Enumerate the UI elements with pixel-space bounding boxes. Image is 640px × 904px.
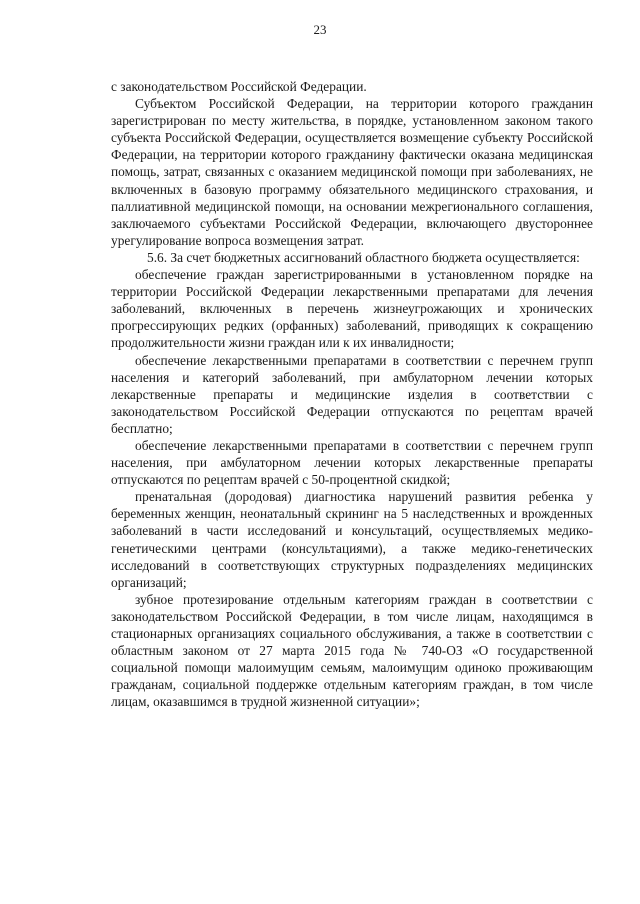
- paragraph-continuation: с законодательством Российской Федерации.: [111, 79, 367, 94]
- paragraph-section-5-6: 5.6. За счет бюджетных ассигнований областного бюджета осуществляется:: [147, 249, 580, 265]
- paragraph-free-drugs: обеспечение лекарственными препаратами в соответствии с перечнем групп населения и категорий заболеваний, при амбулаторном лечении которых лекарственные препараты и медицинские изделия в соответствии с законодательством Российской Федерации отпускаются по рецептам врачей бесплатно;: [111, 352, 593, 436]
- paragraph-compensation: Субъектом Российской Федерации, на территории которого гражданин зарегистрирован по месту жительства, в порядке, установленном законом такого субъекта Российской Федерации, осуществляется возмещение субъекту Российской Федерации, на территории которого гражданину фактически оказана медицинская помощь, затрат, связанных с оказанием медицинской помощи при заболеваниях, не включенных в базовую программу обязательного медицинского страхования, и паллиативной медицинской помощи, на основании межрегионального соглашения, заключаемого субъектами Российской Федерации, включающего двустороннее урегулирование вопроса возмещения затрат.: [111, 96, 593, 248]
- paragraph-orphan-drugs: обеспечение граждан зарегистрированными в установленном порядке на территории Российской Федерации лекарственными препаратами для лечения заболеваний, включенных в перечень жизнеугрожающих и хронических прогрессирующих редких (орфанных) заболеваний, приводящих к сокращению продолжительности жизни граждан или к их инвалидности;: [111, 267, 593, 351]
- paragraph-discount-drugs: обеспечение лекарственными препаратами в соответствии с перечнем групп населения, при амбулаторном лечении которых лекарственные препараты отпускаются по рецептам врачей с 50-процентной скидкой;: [111, 437, 593, 488]
- document-body: [111, 78, 593, 710]
- page-number: 23: [313, 22, 327, 37]
- paragraph-dental-prosthetics: зубное протезирование отдельным категориям граждан в соответствии с законодательством Российской Федерации, в том числе лицам, находящимся в стационарных организациях социального обслуживания, а также в соответствии с областным законом от 27 марта 2015 года № 740-ОЗ «О государственной социальной помощи малоимущим семьям, малоимущим одиноко проживающим гражданам, социальной поддержке отдельным категориям граждан, в том числе лицам, оказавшимся в трудной жизненной ситуации»;: [111, 591, 593, 710]
- paragraph-prenatal-diagnostics: пренатальная (дородовая) диагностика нарушений развития ребенка у беременных женщин, неонатальный скрининг на 5 наследственных и врожденных заболеваний в части исследований и консультаций, осуществляемых медико-генетическими центрами (консультациями), а также медико-генетических исследований в соответствующих структурных подразделениях медицинских организаций;: [111, 489, 593, 590]
